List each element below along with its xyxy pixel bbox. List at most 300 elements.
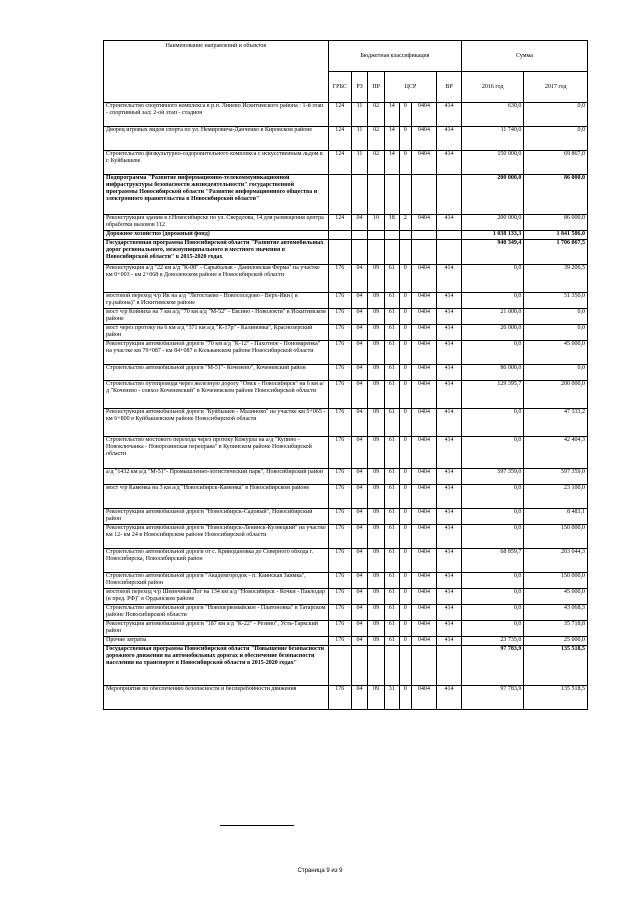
row-rz: 04 [351, 365, 368, 381]
row-csr-program: 61 [384, 509, 399, 525]
row-grbs: 176 [328, 549, 351, 573]
row-grbs: 176 [328, 637, 351, 646]
row-csr-program: 61 [384, 341, 399, 365]
row-pr: 09 [368, 485, 385, 509]
row-pr: 09 [368, 589, 385, 605]
row-sum-2016: 0,0 [461, 525, 523, 549]
row-csr-sub: 0 [399, 309, 411, 325]
table-row [104, 127, 588, 151]
row-csr-code: 0404 [412, 686, 437, 710]
header-pr: ПР [368, 72, 385, 103]
row-pr: 09 [368, 469, 385, 485]
row-name: Строительство спортивного комплекса в р.п. Линево Искитимского района : 1-й этап - спортивный зал; 2-ой этап - стадион [104, 103, 329, 127]
row-rz: 04 [351, 265, 368, 293]
row-sum-2016: 0,0 [461, 437, 523, 469]
row-csr-sub [399, 646, 411, 686]
row-pr: 09 [368, 409, 385, 437]
row-sum-2017: 200 000,0 [524, 381, 588, 409]
row-name: Реконструкция автомобильной дороги "187 км а/д "К-22" - Резино", Усть-Таркский район [104, 621, 329, 637]
row-csr-code: 0404 [412, 637, 437, 646]
row-rz [351, 231, 368, 240]
row-csr-program: 31 [384, 686, 399, 710]
row-csr-program: 61 [384, 325, 399, 341]
row-name: Реконструкция а/д "22 км а/д "К-08" - Сарыбалык - Даниловская Ферма" на участке км 0+003 - км 2+068 в Доволенском районе в Новосибирской области [104, 265, 329, 293]
row-csr-sub: 0 [399, 381, 411, 409]
row-sum-2016: 1 038 133,3 [461, 231, 523, 240]
row-vr: 414 [437, 127, 462, 151]
row-csr-code: 0404 [412, 381, 437, 409]
row-rz: 11 [351, 127, 368, 151]
row-name: Строительство автомобильной дороги "М-51"- Коченево", Коченевский район [104, 365, 329, 381]
row-pr: 09 [368, 637, 385, 646]
row-vr: 414 [437, 605, 462, 621]
row-csr-sub: 0 [399, 293, 411, 309]
row-sum-2017: 203 044,3 [524, 549, 588, 573]
row-name: Реконструкция автомобильной дороги "70 км а/д "К-12" - Пахотное - Пономаренка" на участке км 79+087 - км 84+087 в Кольванском районе Новосибирской области [104, 341, 329, 365]
header-rz: РЗ [351, 72, 368, 103]
header-grbs: ГРБС [328, 72, 351, 103]
row-sum-2016: 200 000,0 [461, 215, 523, 231]
row-csr-sub [399, 175, 411, 215]
row-name: мостовой переход ч/р Ик на а/д "Легостаево - Новососедово - Верх-Ики ( в гр.района)" в Искитимском районе [104, 293, 329, 309]
row-sum-2016: 23 735,0 [461, 637, 523, 646]
row-sum-2017: 150 000,0 [524, 525, 588, 549]
row-grbs: 176 [328, 686, 351, 710]
row-pr [368, 231, 385, 240]
row-csr-program: 14 [384, 103, 399, 127]
row-csr-code: 0404 [412, 485, 437, 509]
row-rz: 04 [351, 309, 368, 325]
row-csr-sub: 0 [399, 637, 411, 646]
table-row [104, 525, 588, 549]
row-csr-program: 61 [384, 573, 399, 589]
row-name: Строительство автомобильной дороги от с. Криводановка до Северного обхода г. Новосибирска, Новосибирский район [104, 549, 329, 573]
row-rz: 04 [351, 469, 368, 485]
row-grbs: 124 [328, 215, 351, 231]
row-rz: 04 [351, 437, 368, 469]
row-rz [351, 240, 368, 265]
row-pr [368, 646, 385, 686]
row-csr-sub: 0 [399, 485, 411, 509]
row-csr-code: 0404 [412, 265, 437, 293]
row-csr-program [384, 175, 399, 215]
row-sum-2016: 630,0 [461, 103, 523, 127]
row-csr-sub: 2 [399, 215, 411, 231]
row-name: мост через протоку на 6 км а/д "371 км а/д "К-17р" - Калиновка", Краснозерский район [104, 325, 329, 341]
row-csr-program: 61 [384, 589, 399, 605]
row-rz: 04 [351, 381, 368, 409]
row-sum-2016: 0,0 [461, 341, 523, 365]
row-name: Реконструкция автомобильной дороги "Новосибирск-Садовый", Новосибирский район [104, 509, 329, 525]
header-2017: 2017 год [524, 72, 588, 103]
footer-divider [220, 825, 294, 826]
row-sum-2016: 0,0 [461, 509, 523, 525]
row-pr: 02 [368, 151, 385, 175]
row-csr-code [412, 231, 437, 240]
row-vr: 414 [437, 573, 462, 589]
row-grbs: 176 [328, 265, 351, 293]
row-rz: 04 [351, 637, 368, 646]
row-vr [437, 646, 462, 686]
row-pr: 10 [368, 215, 385, 231]
header-2016: 2016 год [461, 72, 523, 103]
row-name: Подпрограмма "Развитие информационно-телекоммуникационной инфраструктуры безопасности жизнедеятельности" государственной программы Новосибирской области "Развитие информационного общества и электронного правительства в Новосибирской области" [104, 175, 329, 215]
page-number: Страница 9 из 9 [297, 868, 343, 874]
row-rz [351, 175, 368, 215]
row-grbs: 176 [328, 437, 351, 469]
row-csr-code: 0404 [412, 621, 437, 637]
row-pr [368, 240, 385, 265]
row-vr: 414 [437, 549, 462, 573]
table-row [104, 293, 588, 309]
row-name: Мероприятия по обеспечению безопасности и бесперебойности движения [104, 686, 329, 710]
row-pr: 09 [368, 621, 385, 637]
table-row [104, 325, 588, 341]
table-row [104, 589, 588, 605]
row-vr [437, 175, 462, 215]
table-row [104, 621, 588, 637]
row-csr-program: 61 [384, 485, 399, 509]
row-grbs: 176 [328, 525, 351, 549]
header-vr: ВР [437, 72, 462, 103]
row-sum-2016: 0,0 [461, 621, 523, 637]
table-row [104, 686, 588, 710]
row-csr-sub: 0 [399, 509, 411, 525]
row-pr: 09 [368, 293, 385, 309]
row-csr-program: 61 [384, 549, 399, 573]
row-name: Строительство физкультурно-оздоровительного комплекса с искусственным льдом в г. Куйбышеве [104, 151, 329, 175]
row-sum-2016: 0,0 [461, 485, 523, 509]
row-grbs: 176 [328, 469, 351, 485]
row-rz: 04 [351, 509, 368, 525]
row-vr: 414 [437, 437, 462, 469]
row-sum-2017: 1 706 067,5 [524, 240, 588, 265]
row-csr-program: 61 [384, 293, 399, 309]
row-vr: 414 [437, 469, 462, 485]
row-csr-sub: 0 [399, 151, 411, 175]
row-rz: 04 [351, 621, 368, 637]
table-row [104, 365, 588, 381]
row-vr: 414 [437, 265, 462, 293]
row-pr: 09 [368, 381, 385, 409]
row-pr: 09 [368, 325, 385, 341]
row-csr-sub: 0 [399, 605, 411, 621]
table-row [104, 215, 588, 231]
table-row [104, 341, 588, 365]
row-sum-2017: 8 483,1 [524, 509, 588, 525]
row-csr-program: 61 [384, 437, 399, 469]
row-sum-2016: 97 783,9 [461, 646, 523, 686]
row-name: мост ч/р Койниха на 7 км а/д "70 км а/д "М-52" - Евсино - Новолокти" в Искитимском районе [104, 309, 329, 325]
header-csr: ЦСР [384, 72, 436, 103]
row-grbs: 176 [328, 605, 351, 621]
row-csr-program: 61 [384, 605, 399, 621]
row-csr-program: 14 [384, 127, 399, 151]
row-grbs: 176 [328, 485, 351, 509]
row-rz: 04 [351, 485, 368, 509]
row-csr-program: 61 [384, 469, 399, 485]
row-name: Строительство путепровода через железную дорогу "Омск - Новосибирск" на 6 км а/д "Коченево - совхоз Коченевский" в Коченевском районе Новосибирской области [104, 381, 329, 409]
row-csr-program: 61 [384, 621, 399, 637]
table-row [104, 240, 588, 265]
row-name: мостовой переход ч/р Шеинчный Лог на 134 км а/д "Новосибирск - Кочки - Павлодар (в пред. РФ)" в Ордынском районе [104, 589, 329, 605]
row-csr-code: 0404 [412, 509, 437, 525]
row-vr: 414 [437, 637, 462, 646]
row-csr-code: 0404 [412, 341, 437, 365]
table-row [104, 309, 588, 325]
row-sum-2017: 45 000,0 [524, 589, 588, 605]
row-rz [351, 646, 368, 686]
row-csr-code: 0404 [412, 215, 437, 231]
row-csr-code: 0404 [412, 573, 437, 589]
row-sum-2017: 135 518,5 [524, 646, 588, 686]
row-csr-program: 61 [384, 637, 399, 646]
row-rz: 04 [351, 293, 368, 309]
row-grbs: 124 [328, 151, 351, 175]
row-rz: 04 [351, 215, 368, 231]
row-sum-2017: 25 000,0 [524, 637, 588, 646]
table-row [104, 103, 588, 127]
row-name: Государственная программа Новосибирской области "Развитие автомобильных дорог регионального, межмуниципального и местного значения в Новосибирской области" в 2015-2020 годах [104, 240, 329, 265]
row-sum-2017: 0,0 [524, 103, 588, 127]
budget-table-body [104, 103, 588, 710]
row-csr-code: 0404 [412, 525, 437, 549]
row-csr-sub: 0 [399, 621, 411, 637]
row-sum-2016: 21 000,0 [461, 309, 523, 325]
row-pr: 09 [368, 309, 385, 325]
row-csr-program: 61 [384, 365, 399, 381]
header-budget-class: Бюджетная классификация [328, 41, 461, 72]
row-pr: 09 [368, 365, 385, 381]
row-rz: 04 [351, 686, 368, 710]
row-csr-code: 0404 [412, 549, 437, 573]
row-csr-program: 61 [384, 265, 399, 293]
row-sum-2017: 1 841 586,0 [524, 231, 588, 240]
row-name: Прочие затраты [104, 637, 329, 646]
row-grbs: 176 [328, 509, 351, 525]
row-csr-code [412, 646, 437, 686]
row-pr: 09 [368, 509, 385, 525]
row-vr: 414 [437, 485, 462, 509]
row-name: Строительство мостового перехода через протоку Кожурла на а/д "Купино - Новоключанка - Новорозинская переправа" в Купинском районе Новосибирской области [104, 437, 329, 469]
row-name: Государственная программа Новосибирской области "Повышение безопасности дорожного движения на автомобильных дорогах и обеспечение безопасности населения на транспорте в Новосибирской области в 2015-2020 годах" [104, 646, 329, 686]
row-csr-sub: 0 [399, 103, 411, 127]
row-grbs: 176 [328, 365, 351, 381]
row-pr: 09 [368, 341, 385, 365]
row-csr-program [384, 240, 399, 265]
row-vr: 414 [437, 525, 462, 549]
row-rz: 04 [351, 525, 368, 549]
row-pr: 09 [368, 437, 385, 469]
row-vr: 414 [437, 381, 462, 409]
row-sum-2016: 80 000,0 [461, 365, 523, 381]
row-rz: 11 [351, 151, 368, 175]
row-name: Реконструкция автомобильной дороги "Куйбышев - Малиново" на участке км 5+065 - км 6+800 в Куйбышевском районе Новосибирской области [104, 409, 329, 437]
row-csr-code: 0404 [412, 293, 437, 309]
row-vr: 414 [437, 293, 462, 309]
row-sum-2017: 45 000,0 [524, 341, 588, 365]
row-sum-2016: 97 783,9 [461, 686, 523, 710]
row-vr: 414 [437, 309, 462, 325]
row-sum-2016: 150 000,0 [461, 151, 523, 175]
row-vr [437, 240, 462, 265]
row-csr-sub: 0 [399, 525, 411, 549]
row-grbs [328, 646, 351, 686]
row-csr-sub: 0 [399, 341, 411, 365]
row-csr-code: 0404 [412, 103, 437, 127]
budget-sheet [103, 40, 588, 710]
row-csr-program: 61 [384, 409, 399, 437]
row-sum-2017: 39 206,5 [524, 265, 588, 293]
row-sum-2017: 47 333,2 [524, 409, 588, 437]
row-grbs: 176 [328, 589, 351, 605]
row-sum-2017: 0,0 [524, 127, 588, 151]
row-grbs: 176 [328, 621, 351, 637]
row-csr-sub: 0 [399, 325, 411, 341]
row-grbs: 176 [328, 309, 351, 325]
row-csr-program: 61 [384, 381, 399, 409]
row-pr: 09 [368, 573, 385, 589]
row-csr-sub: 0 [399, 469, 411, 485]
table-row [104, 637, 588, 646]
row-vr: 414 [437, 325, 462, 341]
row-sum-2017: 0,0 [524, 365, 588, 381]
row-vr: 414 [437, 621, 462, 637]
table-row [104, 549, 588, 573]
row-vr: 414 [437, 509, 462, 525]
row-rz: 04 [351, 605, 368, 621]
row-csr-program: 61 [384, 309, 399, 325]
row-sum-2016: 0,0 [461, 293, 523, 309]
table-row [104, 605, 588, 621]
row-grbs: 124 [328, 127, 351, 151]
row-sum-2017: 43 068,3 [524, 605, 588, 621]
row-grbs: 176 [328, 341, 351, 365]
row-grbs: 176 [328, 293, 351, 309]
row-sum-2017: 86 000,0 [524, 215, 588, 231]
row-grbs: 176 [328, 573, 351, 589]
row-csr-sub: 0 [399, 127, 411, 151]
row-csr-code: 0404 [412, 325, 437, 341]
row-csr-code: 0404 [412, 151, 437, 175]
header-name: Наименование направлений и объектов [104, 41, 329, 103]
row-sum-2016: 11 740,0 [461, 127, 523, 151]
table-row [104, 573, 588, 589]
row-sum-2017: 0,0 [524, 309, 588, 325]
row-vr: 414 [437, 103, 462, 127]
row-rz: 04 [351, 573, 368, 589]
row-sum-2016: 0,0 [461, 605, 523, 621]
row-pr: 09 [368, 265, 385, 293]
table-row [104, 265, 588, 293]
row-grbs [328, 231, 351, 240]
row-csr-code: 0404 [412, 605, 437, 621]
row-pr: 09 [368, 605, 385, 621]
row-csr-program: 18 [384, 215, 399, 231]
row-csr-program [384, 646, 399, 686]
row-name: Дворец игровых видов спорта по ул. Немировича-Данченко в Кировском районе [104, 127, 329, 151]
row-sum-2017: 597 359,0 [524, 469, 588, 485]
table-row [104, 485, 588, 509]
row-grbs [328, 240, 351, 265]
row-csr-sub: 0 [399, 686, 411, 710]
row-csr-program [384, 231, 399, 240]
row-csr-sub: 0 [399, 265, 411, 293]
row-sum-2017: 69 867,0 [524, 151, 588, 175]
row-pr: 09 [368, 525, 385, 549]
row-vr: 414 [437, 215, 462, 231]
row-vr: 414 [437, 409, 462, 437]
row-grbs [328, 175, 351, 215]
row-vr: 414 [437, 365, 462, 381]
row-name: Дорожное хозяйство (дорожный фонд) [104, 231, 329, 240]
row-name: Реконструкция здания в г.Новосибирске по ул. Свердлова, 14 для размещения центра обработки вызовов 112 [104, 215, 329, 231]
row-sum-2016: 940 349,4 [461, 240, 523, 265]
row-name: Реконструкция автомобильной дороги "Новосибирск-Ленинск-Кузнецкий" на участке км 12- км 24 в Новосибирском районе Новосибирской области [104, 525, 329, 549]
table-row [104, 469, 588, 485]
table-row [104, 437, 588, 469]
table-row [104, 509, 588, 525]
table-row [104, 231, 588, 240]
row-csr-sub: 0 [399, 365, 411, 381]
row-rz: 04 [351, 341, 368, 365]
row-pr [368, 175, 385, 215]
row-vr: 414 [437, 686, 462, 710]
row-sum-2016: 597 359,0 [461, 469, 523, 485]
row-sum-2017: 0,0 [524, 325, 588, 341]
row-pr: 09 [368, 549, 385, 573]
row-sum-2016: 0,0 [461, 265, 523, 293]
row-sum-2016: 0,0 [461, 573, 523, 589]
row-grbs: 124 [328, 103, 351, 127]
row-sum-2017: 51 350,0 [524, 293, 588, 309]
header-sum: Сумма [461, 41, 587, 72]
row-csr-code: 0404 [412, 437, 437, 469]
row-csr-code [412, 240, 437, 265]
row-vr [437, 231, 462, 240]
row-name: а/д "1432 км а/д "М-51"- Промышленно-логистический парк", Новосибирский район [104, 469, 329, 485]
row-grbs: 176 [328, 325, 351, 341]
row-sum-2017: 42 404,3 [524, 437, 588, 469]
table-row [104, 646, 588, 686]
row-rz: 11 [351, 103, 368, 127]
table-row [104, 409, 588, 437]
table-row [104, 381, 588, 409]
row-csr-code: 0404 [412, 309, 437, 325]
row-rz: 04 [351, 549, 368, 573]
row-name: Строительство автомобильной дороги "Новопервомайское - Платоновка" в Татарском районе Новосибирской области [104, 605, 329, 621]
row-csr-code [412, 175, 437, 215]
row-sum-2017: 35 718,8 [524, 621, 588, 637]
budget-table [103, 40, 588, 710]
row-csr-sub: 0 [399, 589, 411, 605]
row-sum-2016: 68 859,7 [461, 549, 523, 573]
row-rz: 04 [351, 325, 368, 341]
row-pr: 02 [368, 103, 385, 127]
row-pr: 02 [368, 127, 385, 151]
row-vr: 414 [437, 589, 462, 605]
row-csr-program: 14 [384, 151, 399, 175]
table-row [104, 151, 588, 175]
row-sum-2016: 20 000,0 [461, 325, 523, 341]
table-row [104, 175, 588, 215]
row-sum-2016: 129 395,7 [461, 381, 523, 409]
row-csr-sub: 0 [399, 573, 411, 589]
row-sum-2017: 86 000,0 [524, 175, 588, 215]
row-grbs: 176 [328, 381, 351, 409]
row-csr-code: 0404 [412, 127, 437, 151]
row-vr: 414 [437, 151, 462, 175]
